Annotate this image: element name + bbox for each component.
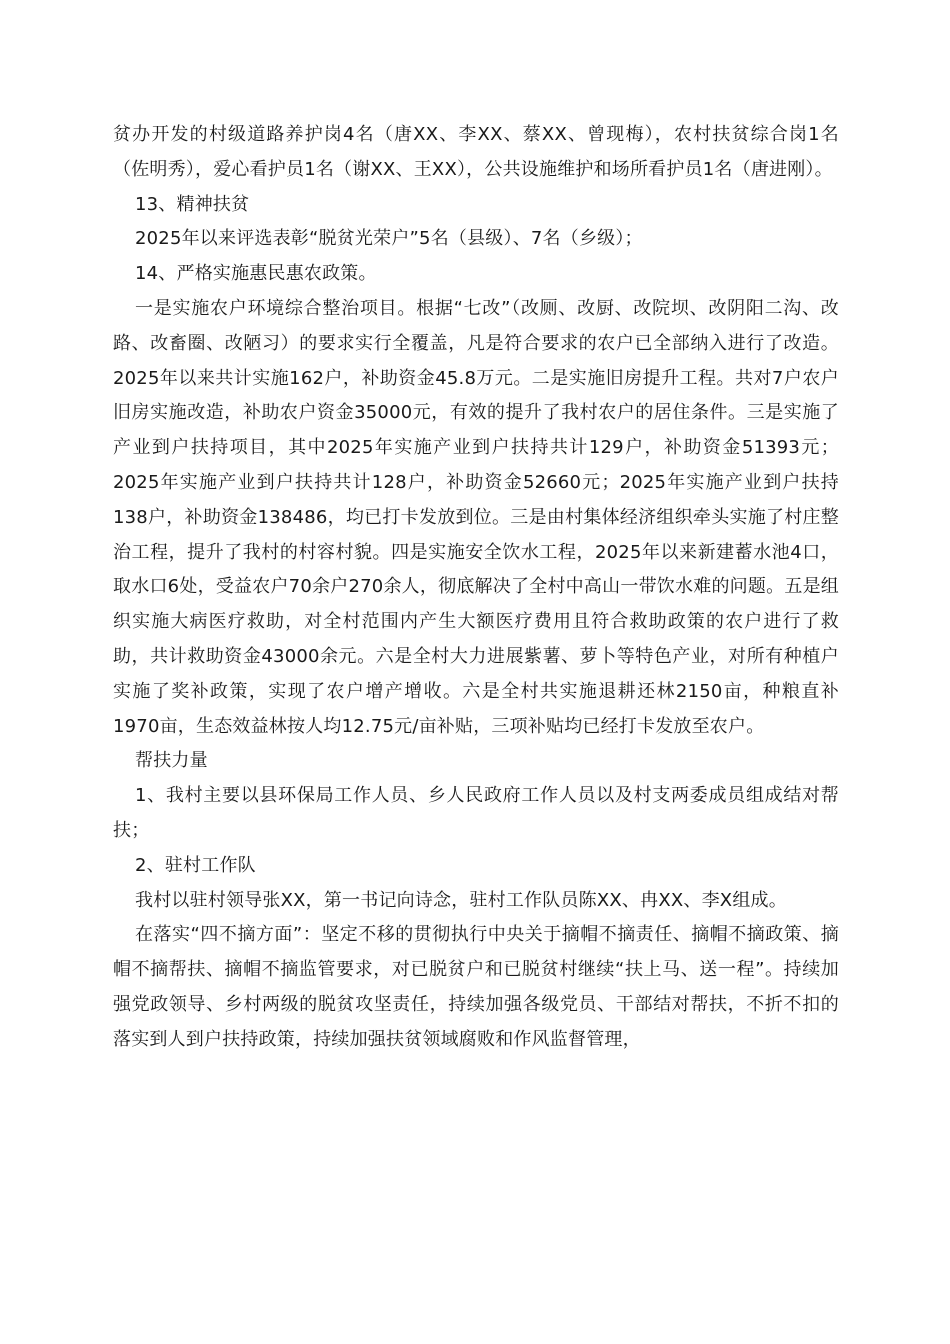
paragraph-four-no-removals: 在落实“四不摘方面”：坚定不移的贯彻执行中央关于摘帽不摘责任、摘帽不摘政策、摘帽不摘帮扶、摘帽不摘监管要求，对已脱贫户和已脱贫村继续“扶上马、送一程”。持续加强党政领导、乡村两级的脱贫攻坚责任，持续加强各级党员、干部结对帮扶，不折不扣的落实到人到户扶持政策，持续加强扶贫领域腐败和作风监督管理， <box>113 924 839 1050</box>
heading-benefit-policies: 14、严格实施惠民惠农政策。 <box>135 263 377 285</box>
paragraph-road-maintenance: 贫办开发的村级道路养护岗4名（唐XX、李XX、蔡XX、曾现梅），农村扶贫综合岗1名（佐明秀），爱心看护员1名（谢XX、王XX），公共设施维护和场所看护员1名（唐进刚）。 <box>113 124 839 180</box>
heading-assistance-force: 帮扶力量 <box>135 750 208 772</box>
heading-village-work-team: 2、驻村工作队 <box>135 854 256 876</box>
document-body <box>113 118 839 1058</box>
paragraph-policy-details: 一是实施农户环境综合整治项目。根据“七改”（改厕、改厨、改院坝、改阴阳二沟、改路、改畜圈、改陋习）的要求实行全覆盖，凡是符合要求的农户已全部纳入进行了改造。2025年以来共计实施162户，补助资金45.8万元。二是实施旧房提升工程。共对7户农户旧房实施改造，补助农户资金35000元，有效的提升了我村农户的居住条件。三是实施了产业到户扶持项目，其中2025年实施产业到户扶持共计129户，补助资金51393元；2025年实施产业到户扶持共计128户，补助资金52660元；2025年实施产业到户扶持138户，补助资金138486，均已打卡发放到位。三是由村集体经济组织牵头实施了村庄整治工程，提升了我村的村容村貌。四是实施安全饮水工程，2025年以来新建蓄水池4口，取水口6处，受益农户70余户270余人，彻底解决了全村中高山一带饮水难的问题。五是组织实施大病医疗救助，对全村范围内产生大额医疗费用且符合救助政策的农户进行了救助，共计救助资金43000余元。六是全村大力进展紫薯、萝卜等特色产业，对所有种植户实施了奖补政策，实现了农户增产增收。六是全村共实施退耕还林2150亩，种粮直补1970亩，生态效益林按人均12.75元/亩补贴，三项补贴均已经打卡发放至农户。 <box>113 297 839 737</box>
heading-spiritual-poverty-relief: 13、精神扶贫 <box>135 193 250 215</box>
paragraph-work-team-members: 我村以驻村领导张XX，第一书记向诗念，驻村工作队员陈XX、冉XX、李X组成。 <box>135 889 787 911</box>
paragraph-honored-households: 2025年以来评选表彰“脱贫光荣户”5名（县级）、7名（乡级）； <box>135 228 643 250</box>
paragraph-paired-assistance: 1、我村主要以县环保局工作人员、乡人民政府工作人员以及村支两委成员组成结对帮扶； <box>113 785 839 841</box>
